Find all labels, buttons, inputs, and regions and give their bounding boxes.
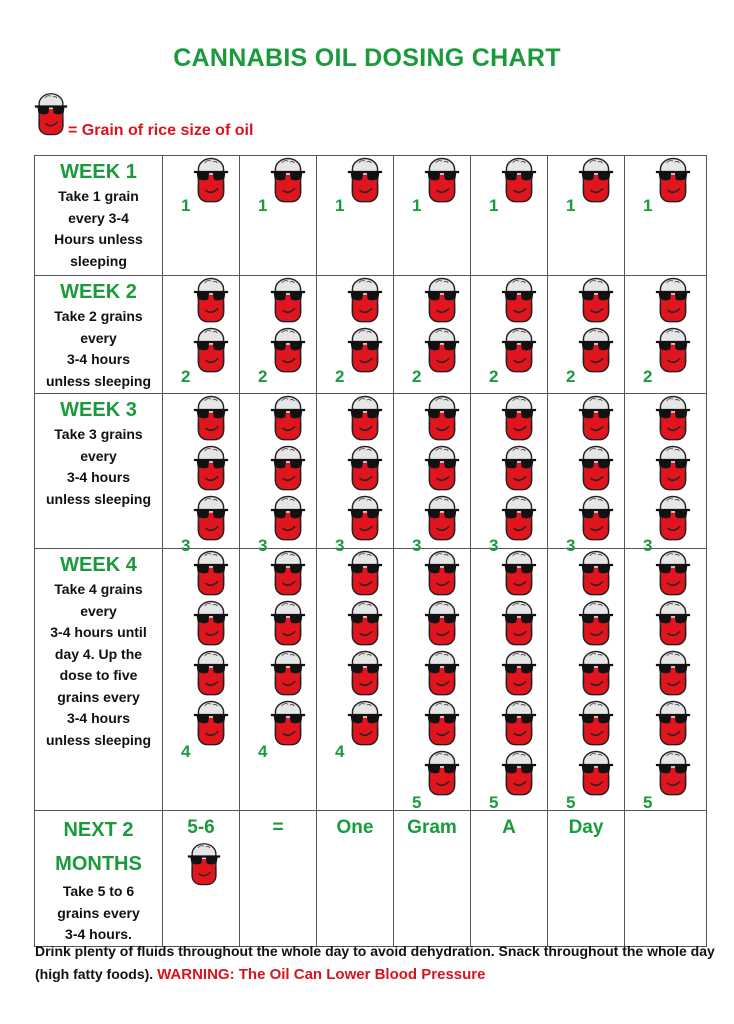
grain-count: 3 bbox=[412, 536, 422, 555]
oil-grain-face-icon bbox=[501, 444, 537, 494]
oil-grain-face-icon bbox=[347, 549, 383, 599]
grain-stack bbox=[424, 549, 464, 799]
grain-count: 3 bbox=[181, 536, 191, 555]
grain-stack bbox=[655, 156, 695, 206]
grain-count: 2 bbox=[643, 367, 653, 386]
instruction-line: sleeping bbox=[70, 252, 127, 269]
oil-grain-face-icon bbox=[193, 326, 229, 376]
dose-summary-word: = bbox=[272, 817, 284, 838]
grain-stack bbox=[578, 549, 618, 799]
oil-grain-face-icon bbox=[424, 599, 460, 649]
grain-stack bbox=[270, 156, 310, 206]
day-cell bbox=[394, 549, 471, 811]
day-cell bbox=[471, 156, 548, 276]
next-months-title: MONTHS bbox=[55, 853, 142, 875]
oil-grain-face-icon bbox=[424, 549, 460, 599]
oil-grain-face-icon bbox=[193, 649, 229, 699]
instruction-line: grains every bbox=[57, 688, 140, 705]
grain-stack bbox=[347, 394, 387, 544]
grain-stack bbox=[193, 549, 233, 749]
oil-grain-face-icon bbox=[424, 156, 460, 206]
day-cell bbox=[240, 156, 317, 276]
week-title: WEEK 4 bbox=[60, 554, 137, 576]
warning-text: WARNING: The Oil Can Lower Blood Pressure bbox=[157, 966, 486, 983]
oil-grain-face-icon bbox=[193, 156, 229, 206]
instruction-line: dose to five bbox=[59, 667, 138, 683]
oil-grain-face-icon bbox=[655, 444, 691, 494]
grain-count: 4 bbox=[258, 742, 268, 761]
oil-grain-face-icon bbox=[501, 649, 537, 699]
grain-count: 2 bbox=[489, 367, 499, 386]
oil-grain-face-icon bbox=[270, 649, 306, 699]
oil-grain-face-icon bbox=[187, 841, 221, 889]
grain-stack bbox=[270, 549, 310, 749]
week-instructions bbox=[35, 579, 162, 751]
instruction-line: Take 5 to 6 bbox=[62, 883, 135, 899]
oil-grain-face-icon bbox=[193, 394, 229, 444]
day-cell bbox=[163, 394, 240, 555]
dose-summary-word: A bbox=[502, 817, 516, 838]
grain-count: 2 bbox=[412, 367, 422, 386]
instruction-line: Take 4 grains bbox=[54, 581, 143, 597]
day-cell bbox=[317, 156, 394, 276]
grain-count: 5 bbox=[566, 793, 576, 812]
oil-grain-face-icon bbox=[347, 394, 383, 444]
oil-grain-face-icon bbox=[578, 749, 614, 799]
grain-stack bbox=[193, 394, 233, 544]
dose-summary-word: Gram bbox=[407, 817, 457, 838]
oil-grain-face-icon bbox=[655, 326, 691, 376]
footer-text: Drink plenty of fluids throughout the whole day to avoid dehydration. Snack throughout the whole day (high fatty foods). bbox=[35, 943, 715, 982]
grain-stack bbox=[347, 276, 387, 376]
oil-grain-face-icon bbox=[270, 444, 306, 494]
oil-grain-face-icon bbox=[655, 156, 691, 206]
day-cell bbox=[163, 156, 240, 276]
oil-grain-face-icon bbox=[424, 749, 460, 799]
oil-grain-face-icon bbox=[655, 394, 691, 444]
grain-stack bbox=[655, 276, 695, 376]
grain-count: 3 bbox=[258, 536, 268, 555]
grain-count: 2 bbox=[566, 367, 576, 386]
oil-grain-face-icon bbox=[347, 276, 383, 326]
week-instructions bbox=[35, 424, 162, 510]
day-cell bbox=[394, 156, 471, 276]
grain-count: 5 bbox=[412, 793, 422, 812]
instruction-line: Take 1 grain bbox=[58, 188, 139, 204]
instruction-line: Take 2 grains bbox=[54, 308, 143, 324]
day-cell bbox=[240, 394, 317, 555]
week-instructions bbox=[35, 306, 162, 392]
week-label-cell bbox=[35, 549, 163, 811]
oil-grain-face-icon bbox=[578, 599, 614, 649]
day-cell bbox=[240, 549, 317, 811]
day-cell bbox=[240, 276, 317, 394]
day-cell bbox=[548, 276, 625, 394]
oil-grain-face-icon bbox=[501, 276, 537, 326]
oil-grain-face-icon bbox=[578, 444, 614, 494]
grain-count: 5 bbox=[643, 793, 653, 812]
oil-grain-face-icon bbox=[424, 699, 460, 749]
instruction-line: 3-4 hours bbox=[66, 469, 130, 485]
oil-grain-face-icon bbox=[270, 599, 306, 649]
week-instructions bbox=[35, 186, 162, 272]
day-cell bbox=[625, 156, 707, 276]
oil-grain-face-icon bbox=[193, 699, 229, 749]
grain-stack bbox=[501, 156, 541, 206]
day-cell bbox=[163, 276, 240, 394]
grain-count: 2 bbox=[181, 367, 191, 386]
oil-grain-face-icon bbox=[501, 549, 537, 599]
oil-grain-face-icon bbox=[347, 156, 383, 206]
oil-grain-face-icon bbox=[655, 749, 691, 799]
oil-grain-face-icon bbox=[501, 699, 537, 749]
day-cell bbox=[548, 394, 625, 555]
legend-text: = Grain of rice size of oil bbox=[68, 122, 254, 139]
oil-grain-face-icon bbox=[193, 276, 229, 326]
grain-stack bbox=[655, 549, 695, 799]
dosing-table bbox=[34, 155, 707, 947]
grain-stack bbox=[424, 394, 464, 544]
oil-grain-face-icon bbox=[347, 494, 383, 544]
week-title: WEEK 3 bbox=[60, 399, 137, 421]
footer-note bbox=[35, 940, 715, 986]
oil-grain-face-icon bbox=[34, 92, 68, 138]
oil-grain-face-icon bbox=[578, 649, 614, 699]
grain-count: 1 bbox=[412, 196, 422, 215]
instruction-line: 3-4 hours until bbox=[50, 624, 147, 640]
grain-stack bbox=[270, 276, 310, 376]
oil-grain-face-icon bbox=[193, 599, 229, 649]
oil-grain-face-icon bbox=[578, 394, 614, 444]
week-title: WEEK 2 bbox=[60, 281, 137, 303]
grain-stack bbox=[193, 276, 233, 376]
instruction-line: 3-4 hours bbox=[66, 351, 130, 367]
grain-stack bbox=[501, 276, 541, 376]
next-months-cell bbox=[394, 811, 471, 947]
grain-count: 2 bbox=[335, 367, 345, 386]
next-months-title: NEXT 2 bbox=[63, 819, 134, 841]
oil-grain-face-icon bbox=[347, 649, 383, 699]
next-months-cell bbox=[240, 811, 317, 947]
day-cell bbox=[317, 276, 394, 394]
oil-grain-face-icon bbox=[193, 444, 229, 494]
oil-grain-face-icon bbox=[655, 494, 691, 544]
oil-grain-face-icon bbox=[270, 699, 306, 749]
next-months-cell bbox=[471, 811, 548, 947]
grain-stack bbox=[347, 156, 387, 206]
instruction-line: Hours unless bbox=[54, 231, 143, 247]
oil-grain-face-icon bbox=[578, 494, 614, 544]
grain-stack bbox=[424, 276, 464, 376]
day-cell bbox=[625, 549, 707, 811]
grain-stack bbox=[501, 549, 541, 799]
instruction-line: day 4. Up the bbox=[54, 645, 143, 662]
day-cell bbox=[625, 394, 707, 555]
dose-summary-word: 5-6 bbox=[187, 817, 215, 838]
week-row bbox=[35, 276, 707, 394]
oil-grain-face-icon bbox=[501, 326, 537, 376]
oil-grain-face-icon bbox=[655, 276, 691, 326]
grain-stack bbox=[578, 156, 618, 206]
next-months-label-cell bbox=[35, 811, 163, 947]
oil-grain-face-icon bbox=[424, 444, 460, 494]
grain-count: 1 bbox=[643, 196, 653, 215]
day-cell bbox=[394, 276, 471, 394]
grain-stack bbox=[270, 394, 310, 544]
grain-stack bbox=[424, 156, 464, 206]
week-label-cell bbox=[35, 276, 163, 394]
oil-grain-face-icon bbox=[501, 494, 537, 544]
grain-count: 3 bbox=[489, 536, 499, 555]
day-cell bbox=[471, 276, 548, 394]
week-title: WEEK 1 bbox=[60, 161, 137, 183]
chart-title: CANNABIS OIL DOSING CHART bbox=[173, 44, 561, 72]
oil-grain-face-icon bbox=[270, 549, 306, 599]
grain-stack bbox=[347, 549, 387, 749]
day-cell bbox=[625, 276, 707, 394]
instruction-line: every bbox=[80, 329, 117, 346]
oil-grain-face-icon bbox=[270, 326, 306, 376]
oil-grain-face-icon bbox=[655, 649, 691, 699]
oil-grain-face-icon bbox=[655, 699, 691, 749]
week-row bbox=[35, 394, 707, 549]
oil-grain-face-icon bbox=[501, 156, 537, 206]
day-cell bbox=[471, 394, 548, 555]
grain-count: 4 bbox=[181, 742, 191, 761]
oil-grain-face-icon bbox=[424, 394, 460, 444]
day-cell bbox=[548, 156, 625, 276]
grain-count: 1 bbox=[489, 196, 499, 215]
grain-count: 3 bbox=[643, 536, 653, 555]
next-months-cell bbox=[163, 811, 240, 947]
oil-grain-face-icon bbox=[501, 599, 537, 649]
day-cell bbox=[394, 394, 471, 555]
day-cell bbox=[317, 394, 394, 555]
oil-grain-face-icon bbox=[193, 494, 229, 544]
grain-count: 5 bbox=[489, 793, 499, 812]
oil-grain-face-icon bbox=[347, 444, 383, 494]
grain-count: 2 bbox=[258, 367, 268, 386]
instruction-line: grains every bbox=[57, 904, 140, 921]
grain-count: 1 bbox=[181, 196, 191, 215]
oil-grain-face-icon bbox=[501, 394, 537, 444]
oil-grain-face-icon bbox=[270, 156, 306, 206]
grain-stack bbox=[501, 394, 541, 544]
next-months-cell bbox=[548, 811, 625, 947]
oil-grain-face-icon bbox=[655, 549, 691, 599]
oil-grain-face-icon bbox=[347, 599, 383, 649]
grain-count: 3 bbox=[335, 536, 345, 555]
oil-grain-face-icon bbox=[578, 156, 614, 206]
grain-stack bbox=[578, 276, 618, 376]
grain-stack bbox=[655, 394, 695, 544]
day-cell bbox=[163, 549, 240, 811]
grain-stack bbox=[193, 156, 233, 206]
week-row bbox=[35, 156, 707, 276]
week-label-cell bbox=[35, 394, 163, 549]
next-months-cell bbox=[317, 811, 394, 947]
oil-grain-face-icon bbox=[270, 276, 306, 326]
week-row bbox=[35, 549, 707, 811]
oil-grain-face-icon bbox=[655, 599, 691, 649]
instruction-line: unless sleeping bbox=[45, 372, 152, 389]
oil-grain-face-icon bbox=[270, 494, 306, 544]
oil-grain-face-icon bbox=[501, 749, 537, 799]
oil-grain-face-icon bbox=[424, 494, 460, 544]
grain-count: 1 bbox=[566, 196, 576, 215]
oil-grain-face-icon bbox=[347, 326, 383, 376]
instruction-line: every bbox=[80, 602, 117, 619]
instruction-line: unless sleeping bbox=[45, 731, 152, 748]
grain-count: 3 bbox=[566, 536, 576, 555]
instruction-line: unless sleeping bbox=[45, 490, 152, 507]
grain-count: 1 bbox=[335, 196, 345, 215]
oil-grain-face-icon bbox=[424, 276, 460, 326]
grain-count: 4 bbox=[335, 742, 345, 761]
instruction-line: Take 3 grains bbox=[54, 426, 143, 442]
oil-grain-face-icon bbox=[424, 649, 460, 699]
day-cell bbox=[471, 549, 548, 811]
grain-stack bbox=[578, 394, 618, 544]
grain-count: 1 bbox=[258, 196, 268, 215]
day-cell bbox=[548, 549, 625, 811]
oil-grain-face-icon bbox=[424, 326, 460, 376]
instruction-line: every bbox=[80, 447, 117, 464]
instruction-line: every 3-4 bbox=[68, 209, 129, 226]
oil-grain-face-icon bbox=[578, 326, 614, 376]
oil-grain-face-icon bbox=[193, 549, 229, 599]
dose-summary-word: Day bbox=[568, 817, 604, 838]
instruction-line: 3-4 hours. bbox=[65, 926, 132, 942]
instruction-line: 3-4 hours bbox=[66, 710, 130, 726]
next-months-row bbox=[35, 811, 707, 947]
oil-grain-face-icon bbox=[578, 276, 614, 326]
oil-grain-face-icon bbox=[347, 699, 383, 749]
oil-grain-face-icon bbox=[578, 549, 614, 599]
oil-grain-face-icon bbox=[270, 394, 306, 444]
dose-summary-word: One bbox=[336, 817, 374, 838]
oil-grain-face-icon bbox=[578, 699, 614, 749]
week-label-cell bbox=[35, 156, 163, 276]
next-months-instructions bbox=[35, 881, 162, 946]
next-months-cell bbox=[625, 811, 707, 947]
day-cell bbox=[317, 549, 394, 811]
